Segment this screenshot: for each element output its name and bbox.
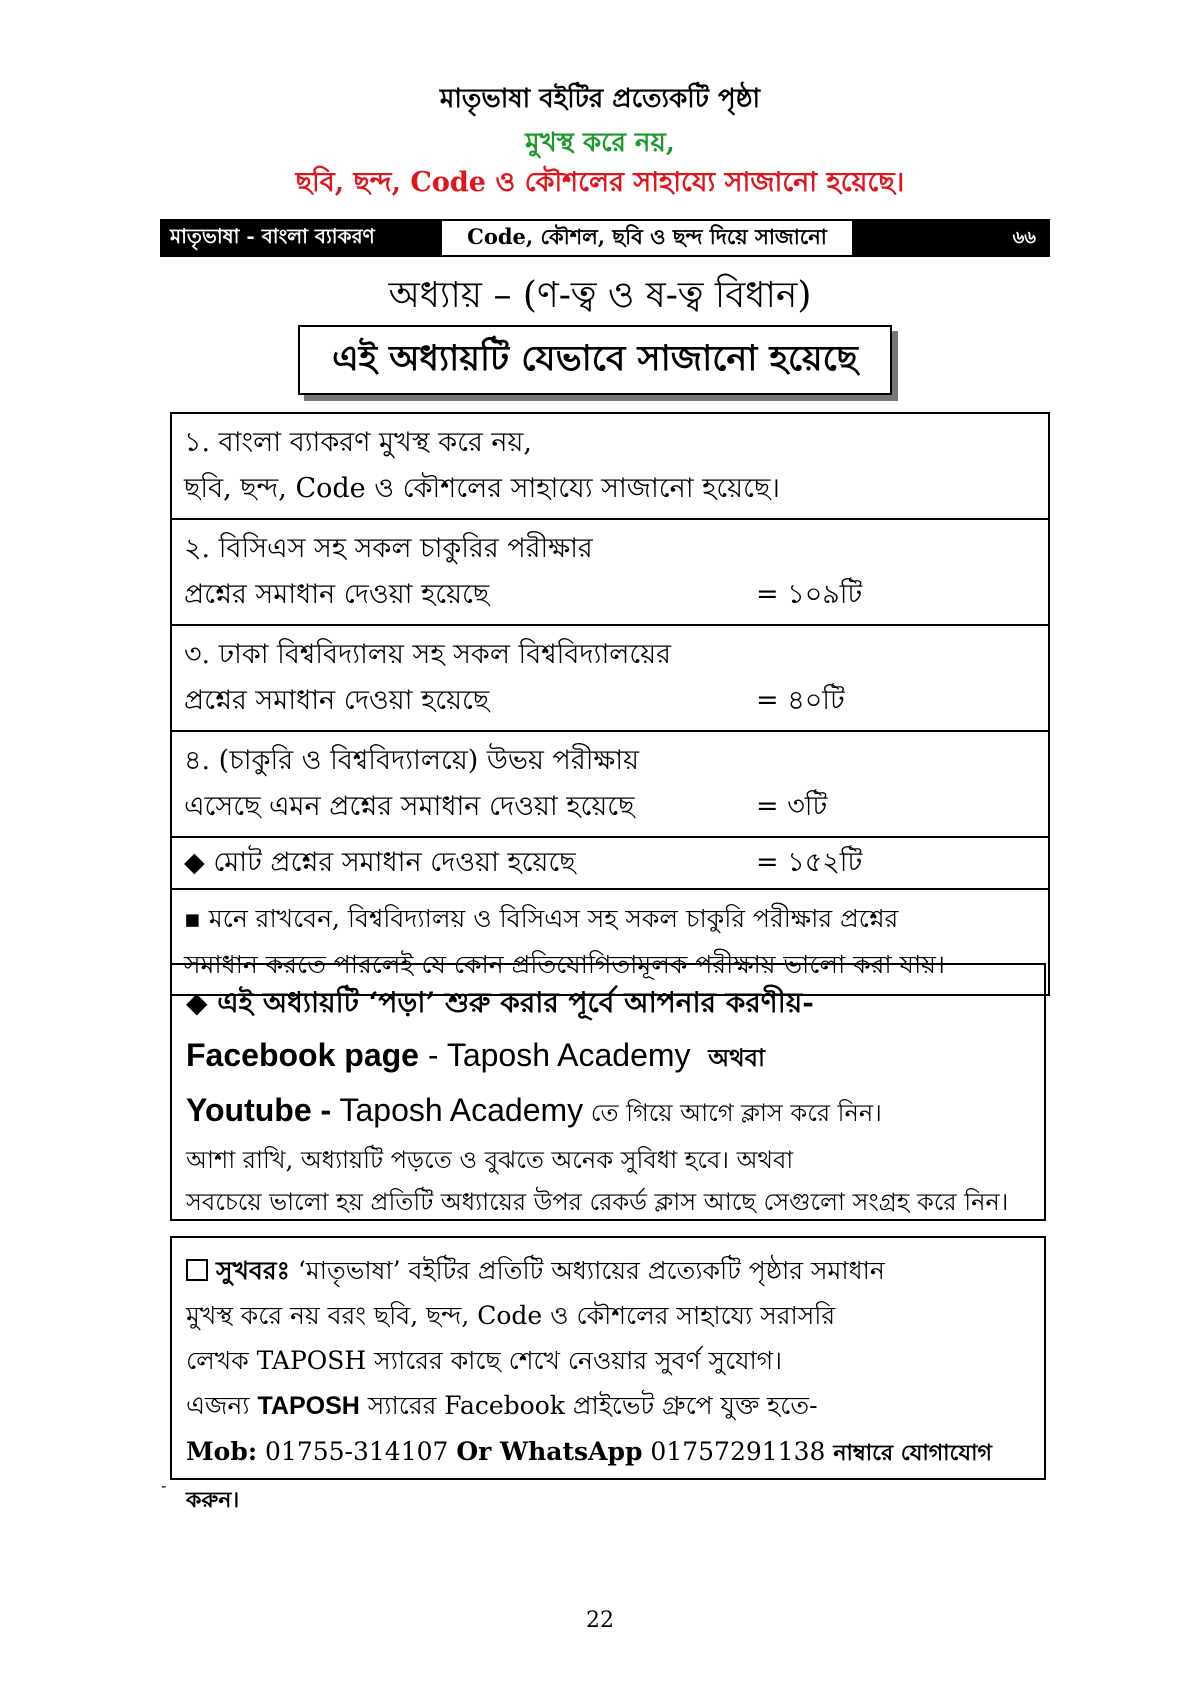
table-row: [172, 520, 1048, 626]
row-line: ২. বিসিএস সহ সকল চাকুরির পরীক্ষার: [184, 533, 593, 564]
total-label: ◆ মোট প্রশ্নের সমাধান দেওয়া হয়েছে: [184, 847, 576, 878]
good-news-text: ‘মাতৃভাষা’ বইটির প্রতিটি অধ্যায়ের প্রত্যেকটি পৃষ্ঠার সমাধান: [289, 1256, 885, 1285]
box2-line-4: আশা রাখি, অধ্যায়টি পড়তে ও বুঝতে অনেক সুবিধা হবে। অথবা: [186, 1146, 794, 1174]
contact-tail: নাম্বারে যোগাযোগ করুন।: [186, 1440, 992, 1513]
top-line-1: মাতৃভাষা বইটির প্রত্যেকটি পৃষ্ঠা: [439, 84, 761, 114]
summary-table: [170, 412, 1050, 996]
facebook-page-name: - Taposh Academy: [418, 1037, 691, 1073]
mobile-number: 01755-314107: [257, 1437, 457, 1466]
row-line: ৩. ঢাকা বিশ্ববিদ্যালয় সহ সকল বিশ্ববিদ্যালয়ের: [184, 639, 672, 670]
table-row-total: [172, 838, 1048, 890]
youtube-line: [186, 1084, 1030, 1139]
total-count: = ১৫২টি: [756, 847, 863, 878]
running-header: [160, 219, 1050, 257]
row-line: প্রশ্নের সমাধান দেওয়া হয়েছে: [184, 579, 490, 610]
mob-label: Mob:: [186, 1437, 258, 1466]
top-line-2: মুখস্থ করে নয়,: [525, 128, 675, 158]
section-banner: এই অধ্যায়টি যেভাবে সাজানো হয়েছে: [298, 325, 892, 395]
whatsapp-label: Or WhatsApp: [456, 1437, 643, 1466]
stray-mark: -: [161, 1476, 167, 1495]
row-line: এসেছে এমন প্রশ্নের সমাধান দেওয়া হয়েছে: [184, 791, 635, 822]
page-number: 22: [586, 1608, 614, 1633]
box3-l4-start: এজন্য: [186, 1391, 258, 1420]
box3-line-4: [186, 1383, 1030, 1429]
whatsapp-number: 01757291138: [642, 1437, 834, 1466]
facebook-label: Facebook page: [186, 1037, 419, 1073]
box3-line-3: লেখক TAPOSH স্যারের কাছে শেখে নেওয়ার সুবর্ণ সুযোগ।: [186, 1346, 783, 1375]
good-news-box: [170, 1236, 1046, 1513]
row-count: = ৩টি: [756, 791, 828, 822]
table-row: [172, 414, 1048, 520]
taposh-name: TAPOSH: [257, 1392, 360, 1420]
youtube-label: Youtube -: [186, 1092, 332, 1128]
row-line: ১. বাংলা ব্যাকরণ মুখস্থ করে নয়,: [184, 427, 532, 458]
header-page-number: ৬৬: [854, 221, 1048, 255]
contact-line: [186, 1429, 1030, 1523]
youtube-channel-name: Taposh Academy: [331, 1092, 584, 1128]
header-tagline: Code, কৌশল, ছবি ও ছন্দ দিয়ে সাজানো: [440, 221, 854, 255]
header-book-title: মাতৃভাষা - বাংলা ব্যাকরণ: [162, 221, 440, 255]
before-reading-box: [170, 963, 1046, 1221]
good-news-label: সুখবরঃ: [216, 1256, 290, 1285]
box2-line-5: সবচেয়ে ভালো হয় প্রতিটি অধ্যায়ের উপর রেকর্ড ক্লাস আছে সেগুলো সংগ্রহ করে নিন।: [186, 1188, 1009, 1216]
or-text: অথবা: [708, 1043, 765, 1072]
top-line-3: ছবি, ছন্দ, Code ও কৌশলের সাহায্যে সাজানো হয়েছে।: [295, 167, 905, 198]
chapter-title: অধ্যায় – (ণ-ত্ব ও ষ-ত্ব বিধান): [388, 275, 812, 316]
row-line: প্রশ্নের সমাধান দেওয়া হয়েছে: [184, 685, 490, 716]
row-count: = ১০৯টি: [756, 579, 863, 610]
checkbox-icon: [186, 1259, 208, 1281]
row-line: ছবি, ছন্দ, Code ও কৌশলের সাহায্যে সাজানো হয়েছে।: [184, 473, 780, 504]
row-line: ৪. (চাকুরি ও বিশ্ববিদ্যালয়ে) উভয় পরীক্ষায়: [184, 745, 640, 776]
box2-heading: ◆ এই অধ্যায়টি ‘পড়া’ শুরু করার পূর্বে আপনার করণীয়-: [186, 986, 814, 1019]
youtube-tail: তে গিয়ে আগে ক্লাস করে নিন।: [583, 1099, 882, 1127]
box3-line-2: মুখস্থ করে নয় বরং ছবি, ছন্দ, Code ও কৌশলের সাহায্যে সরাসরি: [186, 1301, 836, 1330]
table-row: [172, 626, 1048, 732]
box3-line-1: [186, 1248, 1030, 1293]
note-line: ▪ মনে রাখবেন, বিশ্ববিদ্যালয় ও বিসিএস সহ সকল চাকুরি পরীক্ষার প্রশ্নের: [184, 904, 899, 933]
row-count: = ৪০টি: [756, 685, 845, 716]
box3-l4-end: স্যারের Facebook প্রাইভেট গ্রুপে যুক্ত হতে-: [359, 1391, 818, 1420]
table-row: [172, 732, 1048, 838]
note-line: সমাধান করতে পারলেই যে কোন প্রতিযোগিতামূলক পরীক্ষায় ভালো করা যায়।: [184, 950, 945, 979]
facebook-line: [186, 1029, 1030, 1084]
